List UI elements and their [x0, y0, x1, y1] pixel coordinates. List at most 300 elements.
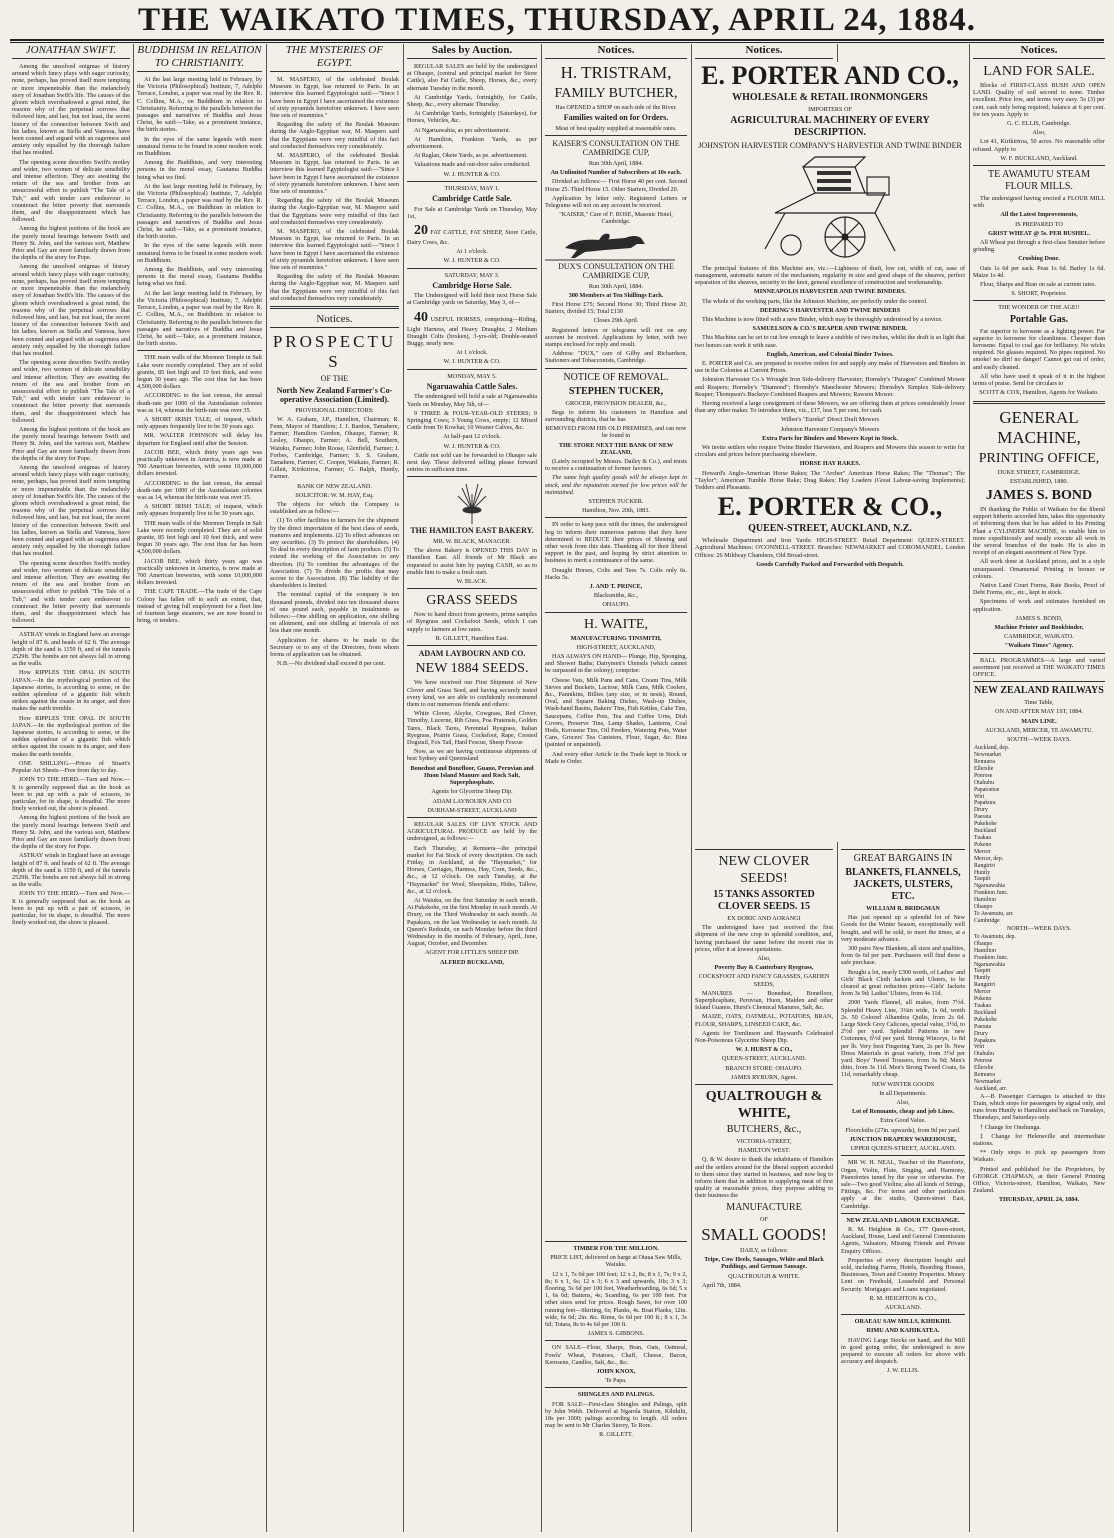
station-name: Rangiriri — [974, 862, 995, 869]
divider — [695, 1084, 833, 1085]
labour-text: Properties of every description bought and sold, including Farms, Hotels, Boarding Houses, Businesses, Town and Country Properties. Money Lent on Freehold, Leasehold and Personal Security. Mortgages and Loans negotiated. — [841, 1256, 965, 1293]
timetable-row — [973, 1003, 1105, 1010]
clover-title: NEW CLOVER SEEDS! — [718, 854, 810, 886]
timetable-row — [973, 1010, 1105, 1017]
prince-name: J. AND T. PRINCE, — [589, 583, 643, 591]
timetable-row — [973, 807, 1105, 814]
waite-list: Cheese Vats, Milk Pans and Cans, Cream Tins, Milk Sieves and Buckets, Lactose, Milk Cans, Milk Coolers, &c., Pannikins, Billies (any size, or in nests), Round, Oval, and Square Baking Dishes, Wash-up Dishes, Wash-hand Basins, Bakers' Tins, Fish Kettles, Cake Tins, Saucepans, Coffee Pots, Tea and Coffee Urns, Dish Covers, Preserve Tins, Lamp Shades, Lanterns, Coal Hods, Kerosene Tins, Oil Feeders, Watering Pots, Water Cans, Grocers' Tea Canisters, Flour, Sugar, &c. Bins (painted or unpainted). — [545, 676, 687, 749]
column-rule — [541, 44, 542, 1532]
laybourn-text: We have received our First Shipment of New Clover and Grass Seed, and having securely tested every kind, we are able to confidently recommend them to our numerous friends and others: — [407, 679, 537, 709]
company-name: North New Zealand Farmer's Co-operative Association (Limited). — [276, 385, 393, 405]
bridgman-text: 2000 Yards Flannel, all makes, from 7½d. Splendid Heavy Line, 3¼in wide, 1s 6d, worth 2s. 50 Colored Alhambra Quilts, from 2s 6d. Large Stock Grey Calicoes, special value, 3½d, to 2½d per yard. Splendid Patterns in new Cretonnes, 6½d per yard. Strong Winceys, 1s 8d per lb. Very best Fingering Yarn, 2s per lb. New Dress Materials in great variety, from 3½d per yard. Boys' Tweed Trousers, from 3s 9d; Men's ditto, from 3s 11d. Men's Strong Tweed Coats, 6s 11d, remarkably cheap. — [841, 999, 965, 1079]
column-right-notices — [973, 44, 1105, 1532]
station-name: Remuera — [974, 759, 995, 765]
laybourn-title: ADAM LAYBOURN AND CO. — [418, 648, 526, 658]
also-line: Also, — [757, 955, 771, 963]
goods-line: Goods Carefully Packed and Forwarded with Despatch. — [756, 560, 904, 568]
land-title: LAND FOR SALE. — [983, 64, 1095, 79]
station-name: Ngaruawahia — [974, 961, 1005, 968]
news-item: A SHORT IRISH TALE; of inquest, which only appears frequently live to be 30 years ago. — [137, 415, 262, 431]
column-egypt — [270, 44, 399, 1532]
article-paragraph: Among the highest portions of the book are the purely moral bearings between Swift and Henry St. John, and the various sort, Matthew Prior and Gay are more familiarly drawn from the depths of the story for Pope. — [12, 225, 130, 262]
kaiser-subscribers: An Unlimited Number of Subscribers at 10s each. — [550, 169, 682, 177]
twine-line: English, American, and Colonial Binder Twines. — [766, 350, 894, 358]
also-line: Also, — [896, 1099, 910, 1107]
bargains-title: GREAT BARGAINS IN — [853, 853, 953, 864]
divider — [407, 817, 537, 818]
timetable-note: ‡ Change for Helensville and intermediate stations. — [973, 1132, 1105, 1148]
section-header: Sales by Auction. — [407, 44, 537, 59]
timetable-row — [973, 1038, 1105, 1045]
article-paragraph: M. MASPERO, of the celebrated Boulak Museum in Egypt, has returned to Paris. In an interview this learned Egyptologist said:—"Since I have been in Egypt I have ascertained the existence of sixty pyramids heretofore unknown. I have seen fine sets of mummies." — [270, 228, 399, 272]
railways-title: NEW ZEALAND RAILWAYS — [974, 685, 1104, 697]
gas-text: All who have used it speak of it in the highest terms of praise. Send for circulars to — [973, 372, 1105, 388]
prince-text: IN order to keep pace with the times, the undersigned beg to inform their numerous patrons that they have determined to REDUCE their prices of Shoeing and other work from this date. Thanking all for their liberal support in the past, and hoping by strict attention to business to merit a continuance of the same. — [545, 521, 687, 565]
samuelson-title: SAMUELSON & CO.'S REAPER AND TWINE BINDER. — [752, 325, 908, 333]
bakery-title: THE HAMILTON EAST BAKERY. — [410, 526, 534, 536]
johnston-mowers: Johnston Harvester Company's Mowers — [780, 425, 880, 433]
knox-place: Te Papa. — [605, 1377, 627, 1385]
dux-note: Registered letters or telegrams will not on any account be received. Applications by letter, with two stamps enclosed for reply and result. — [545, 326, 687, 348]
neal-text: MR W. H. NEAL, Teacher of the Pianoforte, Organ, Violin, Flute, Singing, and Harmony, Pianofortes tuned by the year or otherwise. For sale—Two good Violins; also all kinds of Strings, Fittings, &c. For terms and other particulars apply at the studio, Queen-street East, Cambridge. — [841, 1159, 965, 1210]
divider — [841, 1213, 965, 1214]
manufacture-line: MANUFACTURE — [726, 1201, 802, 1213]
article-paragraph: M. MASPERO, of the celebrated Boulak Museum in Egypt, has returned to Paris. In an interview this learned Egyptologist said:—"Since I have been in Egypt I have ascertained the existence of sixty pyramids heretofore unknown. I have seen fine sets of mummies." — [270, 152, 399, 196]
mills-text: The undersigned having erected a FLOUR MILL with — [973, 195, 1105, 210]
sale-text: ON SALE—Flour, Sharps, Bran, Oats, Oatmeal, Fowls' Wheat, Potatoes, Chaff, Cheese, Bacon, Kerosene, Candles, Salt, &c., &c. — [545, 1344, 687, 1366]
auction-line: At Cambridge Yards, fortnightly, for Cattle, Sheep, &c., every alternate Thursday. — [407, 93, 537, 109]
ellis-signature: J. W. ELLIS. — [886, 1367, 920, 1375]
waite-text: And every other Article in the Trade kept in Stock or Made to Order. — [545, 750, 687, 765]
waite-trade: MANUFACTURING TINSMITH, — [570, 634, 662, 642]
rimu-title: RIMU AND KAHIKATEA. — [866, 1327, 940, 1335]
article-title: BUDDHISM IN RELATION TO CHRISTIANITY. — [137, 44, 262, 72]
station-name: Buckland — [974, 1009, 997, 1016]
ryegrass-line: Poverty Bay & Canterbury Ryegrass, — [714, 964, 814, 972]
masthead: THE WAIKATO TIMES, THURSDAY, APRIL 24, 1884. — [137, 2, 977, 38]
kaiser-title: KAISER'S CONSULTATION ON THE CAMBRIDGE CUP, — [552, 138, 680, 158]
tristram-text: Has OPENED a SHOP on each side of the River. — [555, 104, 677, 111]
timetable-row — [973, 794, 1105, 801]
station-name: Ngaruawahia — [974, 883, 1005, 890]
shingles-text: FOR SALE—First-class Shingles and Palings, split by John Webb. Delivered at Ngarola Station, Kihikihi, 18s per 1000; palings according to length. All orders may be sent to Mr Charles Storey, Te Rore. — [545, 1400, 687, 1430]
laybourn-signature: ADAM LAYBOURN AND CO — [432, 797, 512, 805]
divider — [973, 653, 1105, 654]
johnston-text: The principal features of this Machine are, viz.:—Lightness of draft, low cut, width of cut, ease of management, automatic nature of the mechanism, regularity in size and good shape of the sheaves, perfect separation of the sheaves, security to the knot, general excellence of construction and workmanship. — [695, 264, 965, 287]
prince-place: OHAUPO. — [602, 601, 630, 609]
divider — [841, 1155, 965, 1156]
bakery-text: The above Bakery is OPENED THIS DAY in Hamilton East. All friends of Mr Black are requested to assist him by paying CASH, so as to enable him to make a fresh start. — [407, 547, 537, 576]
auctioneer-signature: W. J. HUNTER & CO. — [443, 358, 501, 366]
wheatsheaf-icon — [452, 480, 492, 524]
dividend-note: N.B.—No dividend shall exceed 8 per cent. — [277, 660, 386, 668]
manure-list: Bonedust and Bonefloor, Guano, Peruvian and Huon Island Manure and Rock Salt, Superphosphate. — [410, 764, 534, 787]
station-name: Hamilton — [974, 947, 996, 954]
article-paragraph: Among the unsolved enigmas of history around which fancy plays with eager curiosity, none, perhaps, has proved itself more tempting or more impenetrable than the melancholy story of Jonathan Swift's life. The causes of the gloom which overshadowed a great mind, the reasons why of the perpetual sorrows that followed him, and last, but not least, the secret history of the connection between Swift and his ladies, known as Stella and Vanessa, have been conned and argued with an eagerness and anxiety only equalled by the thorough failure that has resulted. — [12, 463, 130, 558]
rawson-text: Having received a large consignment of these Mowers, we are offering them at prices considerably lower than any other maker. To introduce them, viz., £17, less 5 per cent. for cash. — [695, 399, 965, 415]
divider — [841, 849, 965, 850]
labour-title: NEW ZEALAND LABOUR EXCHANGE. — [846, 1216, 960, 1224]
timetable-row — [973, 842, 1105, 849]
station-name: Ohaupo — [974, 904, 993, 911]
kaiser-address: "KAISER," Care of F. ROSE, Masonic Hotel, Cambridge. — [559, 211, 673, 226]
blankets-title: BLANKETS, FLANNELS, JACKETS, ULSTERS, ETC. — [845, 867, 961, 902]
timetable-row — [973, 766, 1105, 773]
column-rule — [691, 44, 692, 1532]
sheep-dip-agent: AGENT FOR LITTLE'S SHEEP DIP. — [424, 949, 520, 957]
qw-address-2: HAMILTON WEST. — [738, 1147, 790, 1155]
deering-text: This Machine is now fitted with a new Binder, which may be thoroughly understood by a novice. — [702, 315, 943, 323]
also-line: Also, — [1032, 129, 1046, 137]
solicitor: SOLICITOR: W. M. HAY, Esq. — [295, 491, 374, 499]
application-paragraph: Application for shares to be made to the Secretary or to any of the Directors, from whom forms of application can be obtained. — [270, 636, 399, 659]
rimu-text: HAVING Large Stocks on hand, and the Mill in good going order, the undersigned is now prepared to execute all orders for above with accuracy and despatch. — [841, 1336, 965, 1366]
news-item: How RIPPLES THE OPAL IN SOUTH JAPAN.—In the mythological portion of the Japanese stories, is according to some, or the sudden splendour of a gigantic fish which strikes against the coasts in its anger, and then makes the earth tremble. — [12, 714, 130, 758]
laybourn-address: DURHAM-STREET, AUCKLAND — [427, 806, 517, 814]
small-goods-line: SMALL GOODS! — [701, 1224, 827, 1244]
bond-text: Specimens of work and estimates furnished on application. — [973, 598, 1105, 613]
sale-date: SATURDAY, MAY 3. — [444, 271, 500, 279]
tucker-signature: STEPHEN TUCKER. — [588, 498, 644, 505]
winter-goods: NEW WINTER GOODS — [871, 1080, 935, 1088]
station-name: Pukekohe — [974, 1016, 997, 1023]
auction-line: At Cambridge Yards, fortnightly (Saturdays), for Horses, Vehicles, &c. — [407, 110, 537, 125]
column-auction — [407, 44, 537, 1532]
article-paragraph: At the last large meeting held in February, by the Victoria (Philosophical) Institute, 7, Adelphi Terrace, London, a paper was read by the Rev. R. C. Collins, M.A., on Buddhism in relation to Christianity. Referring to the parallels between the passages and narratives of Buddha and Jesus Christ, he said:—Take, as a prominent instance, the birth stories. — [137, 289, 262, 348]
qw-trade: BUTCHERS, &c., — [726, 1124, 802, 1136]
section-header: Notices. — [973, 44, 1105, 59]
article-paragraph: M. MASPERO, of the celebrated Boulak Museum in Egypt, has returned to Paris. In an interview this learned Egyptologist said:—"Since I have been in Egypt I have ascertained the existence of sixty pyramids heretofore unknown. I have seen fine sets of mummies." — [270, 76, 399, 120]
porter-title-2: E. PORTER & CO., — [717, 492, 943, 522]
rakes-title: HORSE HAY RAKES. — [799, 460, 861, 468]
station-name: Wiri — [974, 1044, 985, 1051]
minneapolis-text: The whole of the working parts, like the Johnston Machine, are perfectly under the control. — [702, 297, 928, 305]
prospectus-title: PROSPECTUS — [272, 332, 397, 372]
flour-sale: Flour, Sharps and Bran on sale at current rates. — [980, 281, 1096, 289]
timetable-row — [973, 863, 1105, 870]
directors-label: PROVISIONAL DIRECTORS: — [295, 406, 374, 414]
sale-text: The Undersigned will hold their next Horse Sale at Cambridge yards on Saturday, May 3, of— — [407, 292, 537, 307]
of-line: OF — [760, 1215, 768, 1223]
divider — [545, 517, 687, 518]
dux-address: Address: "DUX," care of Gilby and Richardson, Stationers and Tobacconists, Cambridge. — [545, 350, 687, 365]
knox-signature: JOHN KNOX, — [596, 1368, 636, 1376]
timetable-row — [973, 821, 1105, 828]
rakes-list: Howard's Anglo-American Horse Rakes; The "Archer" American Horse Rakes; The "Thomas"; The "Taylor"; American Tumble Horse Rake; Drag Rakes; Hay Loaders (Great Labour-saving Implements); Tedders and Pleasants. — [695, 469, 965, 491]
auctioneer-signature: W. J. HUNTER & CO. — [443, 442, 501, 450]
station-name: Pokeno — [974, 996, 992, 1003]
shingles-signature: R. GILLETT. — [599, 1431, 633, 1439]
bond-signature: JAMES S. BOND, — [1015, 614, 1063, 622]
price-list: 12 x 1, 7s 6d per 100 feet; 12 x 2, 8s; 8 x 1, 7s; 9 x 2, 8s; 6 x 1, 6s; 12 x 3; 6 x 3 and upwards, 10s; 3 x 3; flooring, 5s 6d per 100 feet, Weatherboarding, 6s 6d; 5 x 1, 6s 6d; Battens, 4s; Scantling, 6s per 100 feet. For other sizes send for prices. Rough Sawn, for over 100 running feet—Skirting, 6s; Planks, 4s. Boat Planks, 12in. wide, 6s 6d; 2in. &c. Rimu, 6s 6d per 100 ft.; 8 x 1, 3s 6d; Totara, 8s to 4s 6d per 100 ft. — [545, 1270, 687, 1329]
sale-title: Ngaruawahia Cattle Sales. — [426, 381, 518, 391]
station-name: Te Awamutu, dep. — [974, 933, 1016, 940]
scott-signature: SCOTT & COX, Hamilton, Agents for Waikato. — [979, 389, 1099, 397]
grass-seeds-title: GRASS SEEDS — [426, 593, 518, 609]
news-item: JOHN TO THE HERD.—Turn and Now.—It is generally supposed that as the hook as been to put up with a pair of scissors, in particular, for its shape, is dreadful. The more finely worked out, the shore is pleased. — [12, 776, 130, 813]
sale-text: For Sale at Cambridge Yards on Thursday, May 1st, — [407, 205, 537, 220]
timetable-row — [973, 948, 1105, 955]
timetable-north — [973, 934, 1105, 1093]
news-item: JACOB BEE, which thirty years ago was practically unknown in America, is now made at 700 American breweries, with some 10,000,000 dollars invested. — [137, 448, 262, 478]
timetable-row — [973, 835, 1105, 842]
sale-time: At 1 o'clock. — [456, 248, 488, 256]
bakery-signature: W. BLACK. — [456, 577, 488, 585]
grass-seeds-signature: R. GILLETT, Hamilton East. — [435, 634, 509, 642]
lot-description: FAT CATTLE, FAT SHEEP, Store Cattle, Dairy Cows, &c. — [407, 228, 537, 246]
hurst-name: W. J. HURST & CO., — [735, 1046, 793, 1054]
heighton-name: R. M. HEIGHTON & CO., — [869, 1294, 937, 1302]
auction-line: Valuations made and out-door sales conducted. — [414, 161, 531, 169]
maize-text: MAIZE, OATS, OATMEAL, POTATOES, BRAN, FLOUR, SHARPS, LINSEED CAKE, &c. — [695, 1013, 833, 1028]
tanks-line: 15 TANKS ASSORTED CLOVER SEEDS. 15 — [713, 889, 815, 912]
masthead-rule — [10, 39, 1104, 43]
dux-members: 300 Members at Ten Shillings Each. — [568, 291, 664, 299]
capital-paragraph: The nominal capital of the company is ten thousand pounds, divided into ten thousand shares of one pound each, payable in instalments as follows:—One shilling on application, one shilling on allotment, and one shilling at intervals of not less than one month. — [270, 591, 399, 635]
column-hurst — [695, 846, 833, 1532]
sale-title: Cambridge Horse Sale. — [432, 280, 512, 290]
column-timber — [545, 1238, 687, 1532]
bond-text: IN thanking the Public of Waikato for the liberal support hitherto accorded him, takes this opportunity of informing them that he has added to his Printing Plant a CYLINDER MACHINE, to enable him to more expeditiously and neatly execute all work in the several branches of the trade. He is also in receipt of an elegant assortment of New Type. — [973, 505, 1105, 557]
article-title: JONATHAN SWIFT. — [12, 44, 130, 59]
divider — [545, 612, 687, 613]
station-name: Newmarket — [974, 752, 1002, 759]
gas-title: Portable Gas. — [1009, 313, 1069, 325]
prepared-line: IS PREPARED TO — [1015, 220, 1063, 228]
qw-name: QUALTROUGH & WHITE, — [705, 1089, 823, 1122]
butcher-title: FAMILY BUTCHER, — [554, 86, 678, 101]
article-paragraph: Among the unsolved enigmas of history around which fancy plays with eager curiosity, none, perhaps, has proved itself more tempting or more impenetrable than the melancholy story of Jonathan Swift's life. The causes of the gloom which overshadowed a great mind, the reasons why of the perpetual sorrows that followed him, and last, but not least, the secret history of the connection between Swift and his ladies, known as Stella and Vanessa, have been conned and argued with an eagerness and anxiety only equalled by the thorough failure that has resulted. — [12, 63, 130, 157]
bridgman-text: 300 pairs New Blankets, all sizes and qualities, from 6s 6d per pair. Purchasers will find these a safe purchase. — [841, 945, 965, 967]
timetable-title: Time Table, — [1024, 699, 1054, 707]
sale-lot: 9 THREE & FOUR-YEAR-OLD STEERS; 9 Springing Cows; 3 Young Cows, empty; 12 Mixed Cattle from Te Kowhai; 10 Weaner Calves, &c. — [407, 409, 537, 432]
article-paragraph: At the last large meeting held in February, by the Victoria (Philosophical) Institute, 7, Adelphi Terrace, London, a paper was read by the Rev. R. C. Collins, M.A., on Buddhism in relation to Christianity. Referring to the parallels between the passages and narratives of Buddha and Jesus Christ, he said:—Take, as a prominent instance, the birth stories. — [137, 182, 262, 241]
sale-time: At 1 o'clock. — [456, 349, 488, 357]
timetable-row — [973, 897, 1105, 904]
hurst-address: QUEEN-STREET, AUCKLAND. — [721, 1055, 807, 1063]
general-title: GENERAL MACHINE, — [997, 407, 1081, 447]
labour-text: R. M. Heighton & Co., 177 Queen-street, Auckland, House, Land and General Commission Agents, Valuators, Missing Friends and Private Enquiry Offices. — [841, 1225, 965, 1255]
flour-text: All Wheat put through a first-class Smutter before grinding. — [973, 239, 1105, 254]
column-rule — [403, 44, 404, 1532]
column-rule — [266, 44, 267, 1532]
removed-line: REMOVED FROM HIS OLD PREMISES, and can now be found in — [545, 425, 687, 440]
tucker-text: Begs to inform his customers in Hamilton and surrounding districts, that he has — [545, 408, 687, 423]
deering-title: DEERING'S HARVESTER AND TWINE BINDERS — [759, 306, 901, 314]
regular-sales-text: Each Thursday, at Remuera—the principal market for Fat Stock of every description. On each Friday, in Auckland, at the "Haymarket," for Horses, Carriages, Harness, Hay, Corn, Seeds, &c., &c., at 12 o'clock. On each Tuesday, at the "Haymarket" for Wool, Sheepskins, Hides, Tallow, &c., at 12 o'clock. — [407, 844, 537, 895]
station-name: Mercer, dep. — [974, 855, 1004, 862]
bond-text: Native Land Court Forms, Rate Books, Proof of Debt Forms, etc., etc., kept in stock. — [973, 581, 1105, 597]
importers-line: IMPORTERS OF — [808, 106, 852, 113]
timetable-row — [973, 787, 1105, 794]
article-paragraph: Regarding the safety of the Boulak Museum during the Anglo-Egyptian war, M. Maspero said that the Egyptians were very mindful of this fact and conducted themselves very considerately. — [270, 121, 399, 150]
divider — [407, 268, 537, 269]
divider — [407, 645, 537, 646]
divider — [973, 681, 1105, 682]
grist-line: GRIST WHEAT @ 5s. PER BUSHEL. — [988, 229, 1090, 237]
column-rule — [133, 44, 134, 1532]
tripe-line: Tripe, Cow Heels, Sausages, White and Black Puddings, and German Sausage. — [704, 1256, 824, 1271]
porter-text: E. PORTER and Co. are prepared to receive orders for and supply any make of Harvesters and Binders in use in the Colonies at Current Prices. — [695, 359, 965, 375]
timetable-row — [973, 780, 1105, 787]
land-signature: G. C. ELLIS, Cambridge. — [1007, 120, 1071, 128]
timetable-row — [973, 752, 1105, 759]
waite-name: H. WAITE, — [584, 616, 648, 632]
station-name: Pokeno — [974, 841, 992, 848]
extra-parts: Extra Parts for Binders and Mowers Kept in Stock. — [762, 434, 898, 442]
auction-line: At Hamilton, Frankton Yards, as per advertisement. — [407, 135, 537, 151]
timetable-row — [973, 890, 1105, 897]
racehorse-icon — [545, 228, 675, 262]
station-name: Otahuhu — [974, 779, 994, 786]
auctioneer-signature: W. J. HUNTER & CO. — [443, 170, 501, 178]
divider — [695, 849, 833, 850]
timetable-row — [973, 1058, 1105, 1065]
station-name: Tuakau — [974, 1003, 992, 1010]
agents-line: Agents for Glycerine Sheep Dip. — [431, 788, 513, 796]
section-header: Notices. — [270, 313, 399, 328]
timetable-row — [973, 870, 1105, 877]
qw-address: VICTORIA-STREET, — [736, 1138, 792, 1146]
station-name: Frankton Junc. — [974, 954, 1009, 961]
timetable-row — [973, 883, 1105, 890]
article-paragraph: The opening scene describes Swift's motley and wider, two women of delicate sensibility and intense affection. They are awaiting the return of the sea and brother from an unsuccessful effort to publish "The Tale of a Tub," and with tender care endeavour to counteract the bitter poverty that surrounds them, and the disappointment which has followed. — [12, 158, 130, 224]
printing-title: PRINTING OFFICE, — [978, 450, 1100, 466]
bond-text: All work done at Auckland prices, and in a style unsurpassed. Ornamental Printing in bronze or colours. — [973, 558, 1105, 580]
imprint: Printed and published for the Proprietors, by GEORGE CHAPMAN, at their General Printing Office, Victoria-street, Hamilton, Waikato, New Zealand. — [973, 1165, 1105, 1195]
station-name: Frankton Junc. — [974, 890, 1009, 897]
mills-title: TE AWAMUTU STEAM FLOUR MILLS. — [988, 169, 1090, 193]
divider — [545, 368, 687, 369]
tucker-text: (Lately occupied by Messrs. Dailey & Co.), and trusts to receive a continuation of former favours. — [545, 457, 687, 473]
route-line: AUCKLAND, MERCER, TE AWAMUTU. — [984, 726, 1094, 734]
timetable-row — [973, 968, 1105, 975]
station-name: Ellerslie — [974, 1065, 994, 1072]
news-item: A SHORT IRISH TALE; of inquest, which only appears frequently live to be 30 years ago. — [137, 503, 262, 518]
station-name: Newmarket — [974, 1078, 1002, 1085]
cocksfoot-line: COCKSFOOT AND FANCY GRASSES, GARDEN SEEDS, — [698, 973, 830, 988]
tucker-trade: GROCER, PROVISION DEALER, &c., — [565, 399, 667, 407]
shingles-title: SHINGLES AND PALINGS. — [577, 1391, 655, 1399]
tucker-date: Hamilton, Nov. 20th, 1883. — [582, 507, 650, 515]
store-line: THE STORE NEXT THE BANK OF NEW ZEALAND, — [558, 441, 674, 456]
article-paragraph: Regarding the safety of the Boulak Museum during the Anglo-Egyptian war, M. Maspero said that the Egyptians were very mindful of this fact and conducted themselves very considerately. — [270, 273, 399, 302]
porter-subtitle: WHOLESALE & RETAIL IRONMONGERS — [732, 92, 928, 103]
junction-address: UPPER QUEEN-STREET, AUCKLAND. — [850, 1145, 956, 1153]
divider — [12, 627, 130, 628]
timetable-row — [973, 934, 1105, 941]
station-name: Hamilton — [974, 897, 996, 904]
crushing-title: Crushing Done. — [1018, 255, 1060, 263]
timetable-row — [973, 745, 1105, 752]
remnants-line: Lot of Remnants, cheap and job Lines. — [851, 1108, 955, 1116]
station-name: Ellerslie — [974, 765, 994, 772]
families-line: Families waited on for Orders. — [563, 113, 669, 123]
timetable-row — [973, 918, 1105, 925]
meat-line: Meat of best quality supplied at reasonable rates. — [555, 124, 677, 132]
timetable-south — [973, 745, 1105, 925]
timetable-date: ON AND AFTER MAY 1ST, 1884. — [995, 708, 1083, 716]
auction-line: At Ngaruawahia, as per advertisement. — [414, 126, 511, 134]
clover-text: The undersigned have just received the first shipment of the new crop in splendid condition, and, having purchased the same before the recent rise in prices, offer it at lowest quotations. — [695, 924, 833, 953]
timetable-row — [973, 955, 1105, 962]
timetable-row — [973, 759, 1105, 766]
tucker-name: STEPHEN TUCKER, — [568, 385, 664, 397]
land-text: Lot 41, Kirikiriroa, 50 acres. No reasonable offer refused. Apply to — [973, 138, 1105, 153]
timetable-row — [973, 996, 1105, 1003]
manures-text: MANURES — Bonedust, Bonefloor, Superphosphate, Peruvian, Huon, Malden and other Island Guanos. Hurst's Chemical Manures, Salt, &c. — [695, 989, 833, 1012]
short-signature: S. SHORT, Proprietor. — [1011, 290, 1067, 298]
section-header: Notices. — [545, 44, 687, 59]
timetable-row — [973, 828, 1105, 835]
article-paragraph: The opening scene describes Swift's motley and wider, two women of delicate sensibility and intense affection. They are awaiting the return of the sea and brother from an unsuccessful effort to publish "The Tale of a Tub," and with tender care endeavour to counteract the bitter poverty that surrounds them, and the disappointment which has followed. — [12, 359, 130, 424]
seed-list: White Clover, Alsyke, Cowgrass, Red Clover, Timothy, Lucerne, Rib Grass, Poa Pratensis, Golden Tares, Black Tares, Perennial Ryegrass, Italian Ryegrass, Prairie Grass, Cocksfoot, Rape, Crested Dogstail, Fox Tail, Hard Fescue, Sheep Fescue — [407, 710, 537, 747]
article-paragraph: In the eyes of the same legends with mere unnatural forms to be found in some modern work on Buddhism. — [137, 135, 262, 158]
station-name: Drury — [974, 1030, 988, 1037]
directors-list: W. A. Graham, J.P., Hamilton, Chairman; R. Fenn, Mayor of Hamilton; J. J. Bardon, Tamahere, Farmer; Hamilton Gordon, Ohaupo, Farmer; R. Lesley, Ohaupo, Farmer; A. Bell, Southern, Waiuku, Farmer; John Roose, Glenfield, Farmer; J. Forbes, Cambridge, Farmer; S. S. Graham, Tamahere, Farmer; C. Cooper, Waikato, Farmer; R. Gillett, Kirikiriroa, Farmer; G. Ralph, Huntly, Farmer. — [270, 415, 399, 481]
divider — [973, 300, 1105, 301]
article-paragraph: Among the unsolved enigmas of history around which fancy plays with eager curiosity, none, perhaps, has proved itself more tempting or more impenetrable than the melancholy story of Jonathan Swift's life. The causes of the gloom which overshadowed a great mind, the reasons why of the perpetual sorrows that followed him, and last, but not least, the secret history of the connection between Swift and his ladies, known as Stella and Vanessa, have been conned and argued with an eagerness and anxiety only equalled by the thorough failure that has resulted. — [12, 263, 130, 357]
junction-name: JUNCTION DRAPERY WAREHOUSE, — [849, 1135, 957, 1143]
minneapolis-title: MINNEAPOLIS HARVESTER AND TWINE BINDERS. — [753, 288, 907, 296]
timetable-row — [973, 989, 1105, 996]
floorcloth-line: Floorcloths (27in. upwards), from 9d per yard. — [845, 1126, 961, 1134]
bond-place: CAMBRIDGE, WAIKATO. — [1004, 633, 1074, 641]
buckland-signature: ALFRED BUCKLAND, — [440, 958, 504, 966]
station-name: Paerata — [974, 814, 992, 821]
land-signature: W. F. BUCKLAND, Auckland. — [1000, 154, 1078, 162]
news-item: THE CAPE TRADE.—The trade of the Cape Colony has fallen off to such an extent, that, instead of giving full employment for a fleet line of fourteen large steamers, we are now bound to bring, ot tenders. — [137, 588, 262, 625]
johnston-title: JOHNSTON HARVESTER COMPANY'S HARVESTER AND TWINE BINDER — [698, 141, 962, 151]
divider — [841, 1314, 965, 1315]
station-name: Rangiriri — [974, 982, 995, 989]
qw-text: Q. & W. desire to thank the inhabitants of Hamilton and the settlers around for the liberal support accorded to them since they started in business, and now beg to inform them that in addition to supplying meat of first quality at reasonable prices, they purpose adding to their business the — [695, 1156, 833, 1200]
gibbons-signature: JAMES S. GIBBONS. — [587, 1330, 645, 1338]
news-item: Among the highest portions of the book are the purely moral bearings between Swift and Henry St. John, and the various sort, Matthew Prior and Gay are more familiarly drawn from the depths of the story for Pope. — [12, 814, 130, 851]
station-name: Wiri — [974, 793, 985, 800]
established-line: ESTABLISHED, 1880. — [1009, 477, 1069, 485]
timetable-row — [973, 1079, 1105, 1086]
timetable-row — [973, 849, 1105, 856]
divider — [973, 165, 1105, 166]
bridgman-name: WILLIAM R. BRIDGMAN — [866, 905, 940, 912]
bank-name: BANK OF NEW ZEALAND. — [297, 482, 372, 490]
article-title: THE MYSTERIES OF EGYPT. — [270, 44, 399, 72]
station-name: Pukekohe — [974, 821, 997, 828]
extra-line: Extra Good Value. — [880, 1117, 926, 1125]
divider — [407, 588, 537, 589]
divider — [545, 1241, 687, 1242]
south-title: SOUTH—WEEK DAYS. — [1006, 735, 1072, 743]
regular-sales-title: REGULAR SALES OF LIVE STOCK AND AGRICULTURAL PRODUCE are held by the undersigned, as follows:— — [407, 820, 537, 843]
branch-line: BRANCH STORE: OHAUPO. — [725, 1064, 803, 1072]
sale-note: Cattle not sold can be forwarded to Ohaupo sale next day. These delivered selling please forward entries in sufficient time. — [407, 451, 537, 474]
land-text: Blocks of FIRST-CLASS BUSH AND OPEN LAND. Quality of soil second to none. Timber excellent. Price low, and terms very easy. 5s (3) per cent. cash only being required; balance at 6 per cent. for ten years. Apply to — [973, 82, 1105, 118]
news-item: MR. WALTER JOHNSON will delay his departure for England until after the Session. — [137, 432, 262, 447]
news-item: ASTRAY winds in England have an average height of 87 ft. and heads of 62 ft. The average depth of the sand is 1150 ft, and of the tunnels 2529ft. The bombs are not always fall in strong as the walls. — [12, 852, 130, 889]
article-paragraph: Regarding the safety of the Boulak Museum during the Anglo-Egyptian war, M. Maspero said that the Egyptians were very mindful of this fact and conducted themselves very considerately. — [270, 197, 399, 226]
regular-sales-text: At Waiuku, on the first Saturday in each month. At Pukekohe, on the first Monday in each month. At Drury, on the Third Wednesday in each month. At Papakura, on the last Wednesday in each month. At Queen's Redoubt, on each Monday before the third Wednesday in the months of February, April, June, August, October, and December. — [407, 896, 537, 948]
machinery-line: AGRICULTURAL MACHINERY OF EVERY DESCRIPTION. — [730, 115, 930, 139]
sale-lot — [407, 222, 537, 246]
station-name: Taupiri — [974, 876, 991, 883]
timetable-row — [973, 1086, 1105, 1093]
imprint-date: THURSDAY, APRIL 24, 1884. — [999, 1196, 1079, 1204]
sale-title: Cambridge Cattle Sale. — [432, 194, 512, 204]
departments-line: In all Departments. — [879, 1089, 927, 1097]
bond-title: Machine Printer and Bookbinder, — [994, 623, 1084, 631]
machine-list: Johnston Harvester Co.'s Wrought Iron Side-delivery Harvester; Hornsby's "Paragon" Combined Mower and Reapers; Hornsby's "Diamond"; Hornsby's Manchester Mowers; Hornsby's Simplex Side-delivery Reaper; Thompson's Buckeye Combined Reapers and Mowers; Rawson Mower. — [695, 376, 965, 398]
